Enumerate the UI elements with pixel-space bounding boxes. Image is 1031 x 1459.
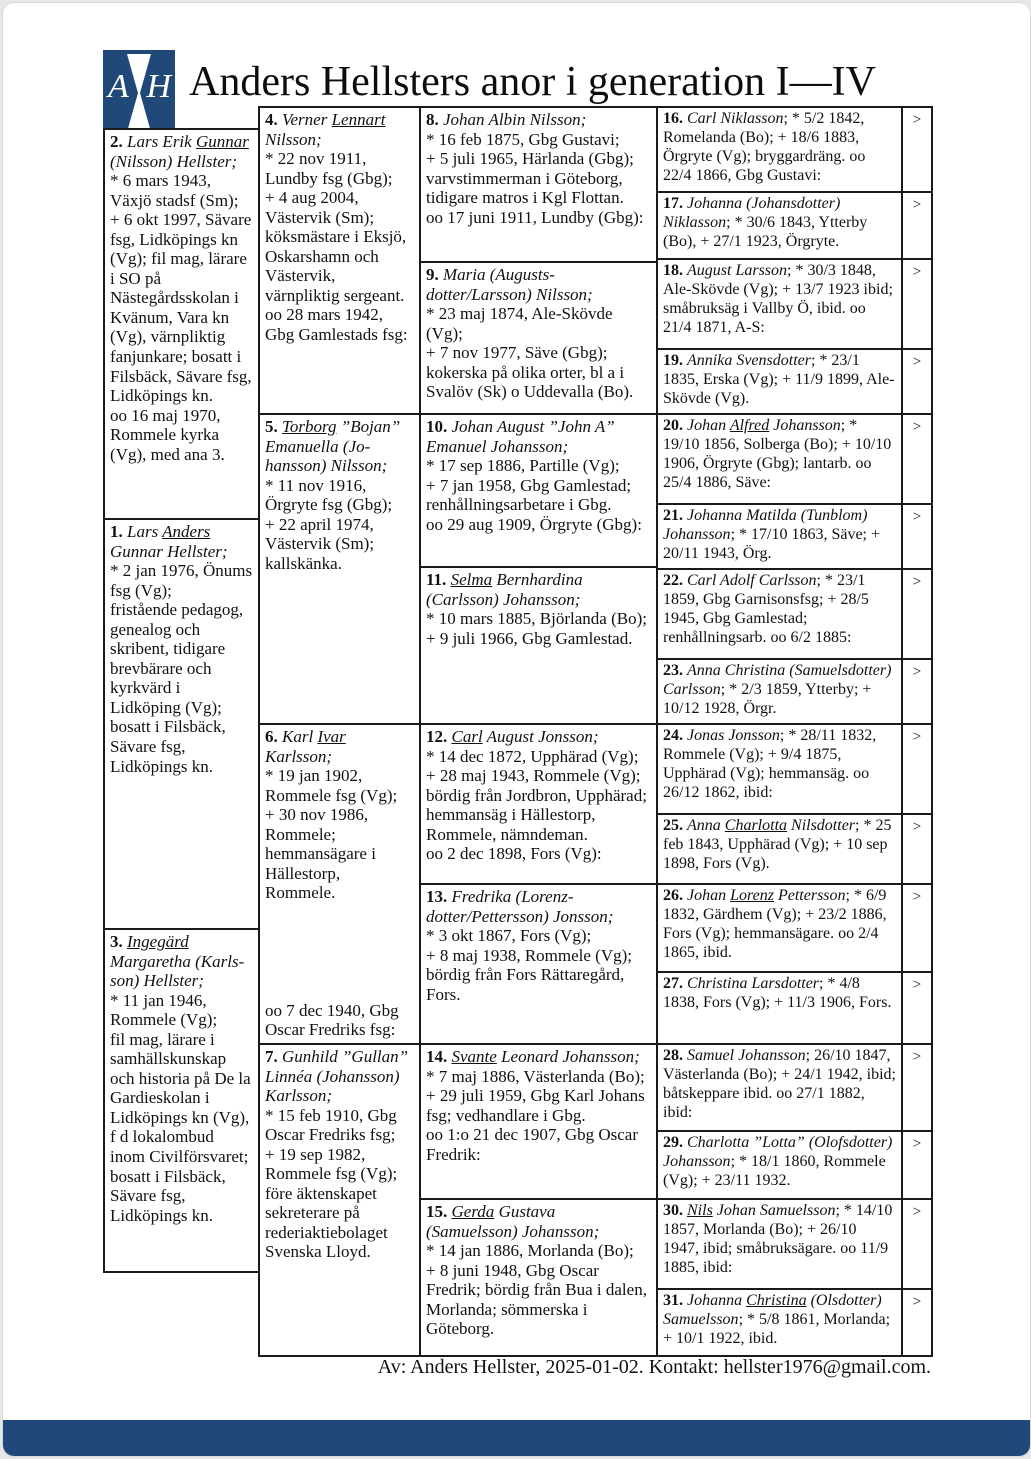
next-generation-arrow-29: > bbox=[901, 1130, 933, 1200]
text-line: oo 2 dec 1898, Fors (Vg): bbox=[426, 844, 602, 864]
text-line: 18. August Larsson; * 30/3 1848, Ale-Skövde (Vg); + 13/7 1923 ibid; småbruksäg i Vallby Ö, ibid. oo 21/4 1871, A-S: bbox=[663, 262, 893, 336]
text-line: oo 29 aug 1909, Örgryte (Gbg): bbox=[426, 514, 642, 534]
next-generation-arrow-20: > bbox=[901, 413, 933, 505]
ancestor-cell-2 bbox=[103, 128, 260, 520]
text-line: köksmästare i Eksjö, Oskarshamn och Västervik, värnpliktig sergeant. bbox=[265, 227, 407, 305]
text-line: 10. Johan August ”John A” Emanuel Johansson; bbox=[426, 417, 615, 456]
next-generation-arrow-21: > bbox=[901, 503, 933, 570]
text-line: 9. Maria (Augustsdotter/Larsson) Nilsson; bbox=[426, 265, 593, 304]
text-line: 28. Samuel Johansson; 26/10 1847, Västerlanda (Bo); + 24/1 1942, ibid; båtskeppare ibid. oo 27/1 1882, ibid: bbox=[663, 1047, 896, 1121]
text-line: 21. Johanna Matilda (Tunblom) Johansson; * 17/10 1863, Säve; + 20/11 1943, Örg. bbox=[663, 507, 881, 562]
text-line: 23. Anna Christina (Samuelsdotter) Carlsson; * 2/3 1859, Ytterby; + 10/12 1928, Örgr. bbox=[663, 662, 892, 717]
ancestor-cell-14 bbox=[419, 1043, 658, 1200]
text-line: * 19 jan 1902, Rommele fsg (Vg); bbox=[265, 766, 398, 805]
next-generation-arrow-16: > bbox=[901, 106, 933, 193]
text-line: 5. Torborg ”Bojan” Emanuella (Johansson) Nilsson; bbox=[265, 417, 401, 476]
ancestor-cell-3 bbox=[103, 928, 260, 1273]
text-line: kallskänka. bbox=[265, 553, 342, 573]
ancestor-cell-22 bbox=[656, 568, 903, 660]
text-line: + 7 jan 1958, Gbg Gamlestad; bbox=[426, 475, 632, 495]
next-generation-arrow-27: > bbox=[901, 971, 933, 1045]
text-line: * 3 okt 1867, Fors (Vg); bbox=[426, 926, 592, 946]
text-line: kokerska på olika orter, bl a i Svalöv (Sk) o Uddevalla (Bo). bbox=[426, 362, 634, 402]
text-line: 7. Gunhild ”Gullan” Linnéa (Johansson) Karlsson; bbox=[265, 1047, 409, 1106]
next-generation-arrow-28: > bbox=[901, 1043, 933, 1132]
text-line: 26. Johan Lorenz Pettersson; * 6/9 1832, Gärdhem (Vg); + 23/2 1886, Fors (Vg); hemmansägare. oo 2/4 1865, ibid. bbox=[663, 887, 887, 961]
text-line: * 16 feb 1875, Gbg Gustavi; bbox=[426, 129, 620, 149]
text-line: * 22 nov 1911, Lundby fsg (Gbg); bbox=[265, 149, 393, 188]
ancestor-cell-28 bbox=[656, 1043, 903, 1132]
ancestor-cell-16 bbox=[656, 106, 903, 193]
text-line: + 8 juni 1948, Gbg Oscar Fredrik; bördig från Bua i dalen, Morlanda; sömmerska i Göteborg. bbox=[426, 1260, 647, 1339]
ancestor-cell-13 bbox=[419, 883, 658, 1045]
ancestor-cell-26 bbox=[656, 883, 903, 973]
ancestor-column-gen3 bbox=[258, 106, 421, 1357]
text-line: oo 17 juni 1911, Lundby (Gbg): bbox=[426, 207, 644, 227]
text-line: + 30 nov 1986, Rommele; bbox=[265, 805, 369, 844]
text-line: varvstimmerman i Göteborg, tidigare matros i Kgl Flottan. bbox=[426, 168, 624, 208]
ancestor-cell-11 bbox=[419, 566, 658, 725]
text-line: * 11 nov 1916, Örgryte fsg (Gbg); bbox=[265, 475, 393, 515]
ancestor-cell-27 bbox=[656, 971, 903, 1045]
logo-letter-a: A bbox=[108, 68, 129, 105]
text-line: oo 1:o 21 dec 1907, Gbg Oscar Fredrik: bbox=[426, 1125, 638, 1164]
text-line: * 15 feb 1910, Gbg Oscar Fredriks fsg; bbox=[265, 1105, 397, 1145]
next-generation-arrow-17: > bbox=[901, 191, 933, 260]
text-line: fil mag, lärare i samhällskunskap och historia på De la Gardieskolan i Lidköpings kn (Vg), f d lokalombud inom Civilförsvaret; bosatt i Filsbäck, Sävare fsg, Lidköpings kn. bbox=[110, 1029, 251, 1225]
text-line: 16. Carl Niklasson; * 5/2 1842, Romelanda (Bo); + 18/6 1883, Örgryte (Vg); bryggardräng. oo 22/4 1866, Gbg Gustavi: bbox=[663, 110, 866, 184]
ancestor-cell-23 bbox=[656, 658, 903, 725]
text-line: bördig från Fors Rättaregård, Fors. bbox=[426, 965, 625, 1004]
text-line: * 14 jan 1886, Morlanda (Bo); bbox=[426, 1241, 634, 1261]
document-page bbox=[2, 2, 1031, 1457]
text-line: + 5 juli 1965, Härlanda (Gbg); bbox=[426, 149, 634, 169]
text-line: fristående pedagog, genealog och skribent, tidigare brevbärare och kyrkvärd i Lidköping (Vg); bosatt i Filsbäck, Sävare fsg, Lidköpings kn. bbox=[110, 600, 244, 776]
text-line: renhållningsarbetare i Gbg. bbox=[426, 495, 612, 515]
text-line: 31. Johanna Christina (Olsdotter) Samuelsson; * 5/8 1861, Morlanda; + 10/1 1922, ibid. bbox=[663, 1292, 891, 1347]
text-line: * 7 maj 1886, Västerlanda (Bo); bbox=[426, 1066, 645, 1086]
text-line: * 11 jan 1946, Rommele (Vg); bbox=[110, 990, 218, 1030]
text-line: + 4 aug 2004, Västervik (Sm); bbox=[265, 188, 375, 227]
text-line: * 2 jan 1976, Önums fsg (Vg); bbox=[110, 561, 253, 600]
ancestor-cell-8 bbox=[419, 106, 658, 263]
next-generation-arrow-30: > bbox=[901, 1198, 933, 1290]
text-line: 20. Johan Alfred Johansson; * 19/10 1856, Solberga (Bo); + 10/10 1906, Örgryte (Gbg); lantarb. oo 25/4 1886, Säve: bbox=[663, 417, 892, 491]
text-line: + 28 maj 1943, Rommele (Vg); bbox=[426, 766, 641, 786]
next-generation-arrow-19: > bbox=[901, 348, 933, 415]
next-generation-arrow-18: > bbox=[901, 258, 933, 350]
site-logo bbox=[103, 50, 175, 136]
ancestor-cell-25 bbox=[656, 813, 903, 885]
text-line: 19. Annika Svensdotter; * 23/1 1835, Erska (Vg); + 11/9 1899, Ale-Skövde (Vg). bbox=[663, 352, 895, 407]
text-line: 1. Lars Anders Gunnar Hellster; bbox=[110, 522, 228, 561]
text-line: + 22 april 1974, Västervik (Sm); bbox=[265, 514, 375, 554]
ancestor-cell-5 bbox=[258, 413, 421, 725]
text-line: 15. Gerda Gustava (Samuelsson) Johansson; bbox=[426, 1202, 600, 1241]
text-line: 22. Carl Adolf Carlsson; * 23/1 1859, Gbg Garnisonsfsg; + 28/5 1945, Gbg Gamlestad; renhållningsarb. oo 6/2 1885: bbox=[663, 572, 869, 646]
ancestor-cell-9 bbox=[419, 261, 658, 415]
text-line: + 7 nov 1977, Säve (Gbg); bbox=[426, 343, 608, 363]
text-line: 4. Verner Lennart Nilsson; bbox=[265, 110, 386, 149]
ancestor-cell-20 bbox=[656, 413, 903, 505]
text-line: 24. Jonas Jonsson; * 28/11 1832, Rommele (Vg); + 9/4 1875, Upphärad (Vg); hemmansäg. oo 26/12 1862, ibid: bbox=[663, 727, 877, 801]
text-line: 6. Karl Ivar Karlsson; bbox=[265, 727, 346, 766]
ancestor-column-gen2 bbox=[103, 128, 260, 1273]
ancestor-cell-6 bbox=[258, 723, 421, 1045]
ancestor-column-gen5 bbox=[656, 106, 903, 1357]
text-line: 27. Christina Larsdotter; * 4/8 1838, Fors (Vg); + 11/3 1906, Fors. bbox=[663, 975, 892, 1011]
ancestor-cell-30 bbox=[656, 1198, 903, 1290]
text-line: oo 28 mars 1942, Gbg Gamlestads fsg: bbox=[265, 305, 408, 345]
text-line: + 6 okt 1997, Sävare fsg, Lidköpings kn (Vg); fil mag, lärare i SO på Nästegårdsskolan i Kvänum, Vara kn (Vg), värnpliktig fanjunkare; bosatt i Filsbäck, Sävare fsg, Lidköpings kn. bbox=[110, 210, 252, 406]
ancestor-cell-31 bbox=[656, 1288, 903, 1357]
text-line: 13. Fredrika (Lorenzdotter/Pettersson) Jonsson; bbox=[426, 887, 614, 926]
text-line: * 10 mars 1885, Björlanda (Bo); bbox=[426, 609, 647, 629]
text-line: * 14 dec 1872, Upphärad (Vg); bbox=[426, 746, 639, 766]
text-line: * 23 maj 1874, Ale-Skövde (Vg); bbox=[426, 304, 613, 343]
text-line: + 9 juli 1966, Gbg Gamlestad. bbox=[426, 628, 633, 648]
text-line: 11. Selma Bernhardina (Carlsson) Johansson; bbox=[426, 570, 583, 609]
text-line: * 17 sep 1886, Partille (Vg); bbox=[426, 456, 620, 476]
next-generation-arrow-31: > bbox=[901, 1288, 933, 1357]
ancestor-cell-21 bbox=[656, 503, 903, 570]
text-line: * 6 mars 1943, Växjö stadsf (Sm); bbox=[110, 171, 239, 210]
text-line: + 29 juli 1959, Gbg Karl Johans fsg; vedhandlare i Gbg. bbox=[426, 1086, 645, 1125]
text-line: 25. Anna Charlotta Nilsdotter; * 25 feb 1843, Upphärad (Vg); + 10 sep 1898, Fors (Vg). bbox=[663, 817, 892, 872]
text-line: 30. Nils Johan Samuelsson; * 14/10 1857, Morlanda (Bo); + 26/10 1947, ibid; småbruksägare. oo 11/9 1885, ibid: bbox=[663, 1202, 893, 1276]
text-line: 17. Johanna (Johansdotter) Niklasson; * 30/6 1843, Ytterby (Bo), + 27/1 1923, Örgryte. bbox=[663, 195, 868, 250]
ancestor-cell-10 bbox=[419, 413, 658, 568]
ancestor-cell-4 bbox=[258, 106, 421, 415]
next-generation-arrow-26: > bbox=[901, 883, 933, 973]
ancestor-cell-29 bbox=[656, 1130, 903, 1200]
text-line: + 8 maj 1938, Rommele (Vg); bbox=[426, 945, 633, 965]
text-line: 12. Carl August Jonsson; bbox=[426, 727, 599, 746]
text-line: 2. Lars Erik Gunnar (Nilsson) Hellster; bbox=[110, 132, 249, 171]
continuation-arrow-column bbox=[901, 106, 933, 1357]
text-line: 29. Charlotta ”Lotta” (Olofsdotter) Johansson; * 18/1 1860, Rommele (Vg); + 23/11 1932. bbox=[663, 1134, 893, 1189]
ancestor-cell-19 bbox=[656, 348, 903, 415]
ancestor-cell-17 bbox=[656, 191, 903, 260]
ancestor-cell-7 bbox=[258, 1043, 421, 1357]
ancestor-cell-18 bbox=[656, 258, 903, 350]
text-line: oo 7 dec 1940, Gbg Oscar Fredriks fsg: bbox=[265, 1000, 399, 1040]
text-line: före äktenskapet sekreterare på rederiaktiebolaget Svenska Lloyd. bbox=[265, 1183, 388, 1262]
ancestor-column-gen4 bbox=[419, 106, 658, 1357]
ancestor-cell-24 bbox=[656, 723, 903, 815]
page-title: Anders Hellsters anor i generation I—IV bbox=[189, 59, 876, 105]
ancestor-cell-12 bbox=[419, 723, 658, 885]
logo-letter-h: H bbox=[146, 68, 171, 105]
footer-credit: Av: Anders Hellster, 2025-01-02. Kontakt: hellster1976@gmail.com. bbox=[377, 1356, 931, 1378]
text-line: 14. Svante Leonard Johansson; bbox=[426, 1047, 640, 1066]
footer-accent-bar bbox=[3, 1420, 1030, 1456]
next-generation-arrow-23: > bbox=[901, 658, 933, 725]
next-generation-arrow-24: > bbox=[901, 723, 933, 815]
text-line: 8. Johan Albin Nilsson; bbox=[426, 110, 587, 129]
text-line: + 19 sep 1982, Rommele fsg (Vg); bbox=[265, 1144, 398, 1184]
next-generation-arrow-25: > bbox=[901, 813, 933, 885]
text-line: oo 16 maj 1970, Rommele kyrka (Vg), med ana 3. bbox=[110, 405, 225, 464]
ancestor-cell-15 bbox=[419, 1198, 658, 1357]
text-line: 3. Ingegärd Margaretha (Karlsson) Hellster; bbox=[110, 932, 245, 991]
text-line: bördig från Jordbron, Upphärad; hemmansäg i Hällestorp, Rommele, nämndeman. bbox=[426, 785, 647, 844]
next-generation-arrow-22: > bbox=[901, 568, 933, 660]
text-line: hemmansägare i Hällestorp, Rommele. bbox=[265, 844, 376, 903]
ancestor-cell-1 bbox=[103, 518, 260, 930]
